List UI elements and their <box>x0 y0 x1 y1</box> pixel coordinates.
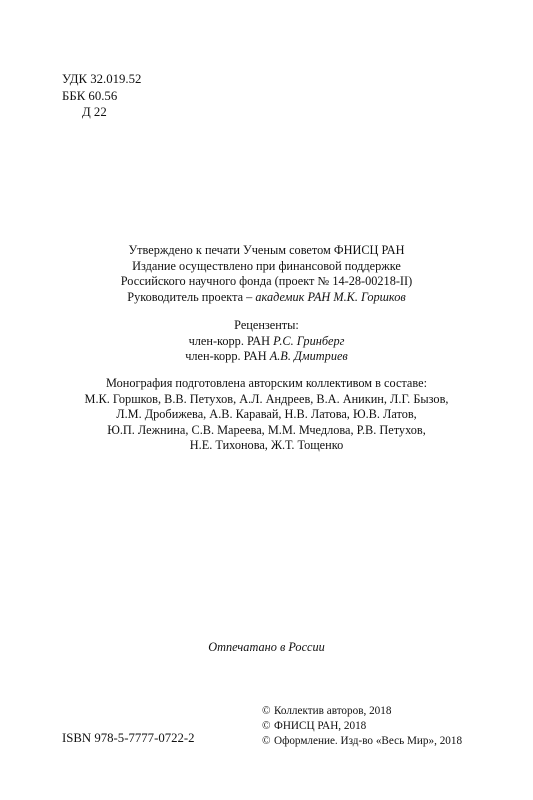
author-mark: Д 22 <box>82 105 107 119</box>
reviewer-1 <box>0 334 533 350</box>
copyright-block <box>262 704 462 749</box>
authors-line-4: Н.Е. Тихонова, Ж.Т. Тощенко <box>189 438 344 452</box>
authors-line-2: Л.М. Дробижева, А.В. Каравай, Н.В. Латова, Ю.В. Латов, <box>116 407 417 421</box>
printed-text: Отпечатано в России <box>208 640 325 654</box>
approval-line-4 <box>0 290 533 306</box>
reviewers-heading: Рецензенты: <box>234 318 299 332</box>
authors-line-3: Ю.П. Лежнина, С.В. Мареева, М.М. Мчедлова, Р.В. Петухов, <box>107 422 426 437</box>
project-leader-label: Руководитель проекта – <box>127 289 256 304</box>
copyright-line-1 <box>262 704 462 719</box>
copyright-symbol: © <box>262 720 271 732</box>
copyright-text: ФНИСЦ РАН, 2018 <box>274 720 367 732</box>
authors-line-1: М.К. Горшков, В.В. Петухов, А.Л. Андреев, В.А. Аникин, Л.Г. Бызов, <box>84 391 449 406</box>
copyright-symbol: © <box>262 735 271 747</box>
bbk-code: ББК 60.56 <box>62 88 118 103</box>
approval-line-1: Утверждено к печати Ученым советом ФНИСЦ РАН <box>128 243 405 257</box>
approval-line-3: Российского научного фонда (проект № 14-28-00218-II) <box>120 274 413 288</box>
reviewer-name: Р.С. Гринберг <box>273 333 345 348</box>
copyright-text: Коллектив авторов, 2018 <box>274 705 392 717</box>
reviewer-title: член-корр. РАН <box>188 333 274 348</box>
authors-heading: Монография подготовлена авторским коллективом в составе: <box>105 376 427 390</box>
reviewer-2 <box>0 349 533 365</box>
reviewer-title: член-корр. РАН <box>185 349 270 363</box>
approval-block <box>0 243 533 305</box>
authors-block <box>0 376 533 454</box>
approval-line-2: Издание осуществлено при финансовой поддержке <box>132 258 401 273</box>
reviewers-block <box>0 318 533 365</box>
printed-in-russia <box>0 640 533 656</box>
copyright-text: Оформление. Изд-во «Весь Мир», 2018 <box>274 735 463 747</box>
project-leader-name: академик РАН М.К. Горшков <box>255 289 406 304</box>
reviewer-name: А.В. Дмитриев <box>269 349 348 363</box>
copyright-symbol: © <box>262 705 271 717</box>
classification-codes <box>62 71 141 121</box>
udk-code: УДК 32.019.52 <box>62 72 142 86</box>
copyright-line-2 <box>262 719 462 734</box>
isbn: ISBN 978-5-7777-0722-2 <box>62 731 195 745</box>
copyright-line-3 <box>262 734 462 749</box>
